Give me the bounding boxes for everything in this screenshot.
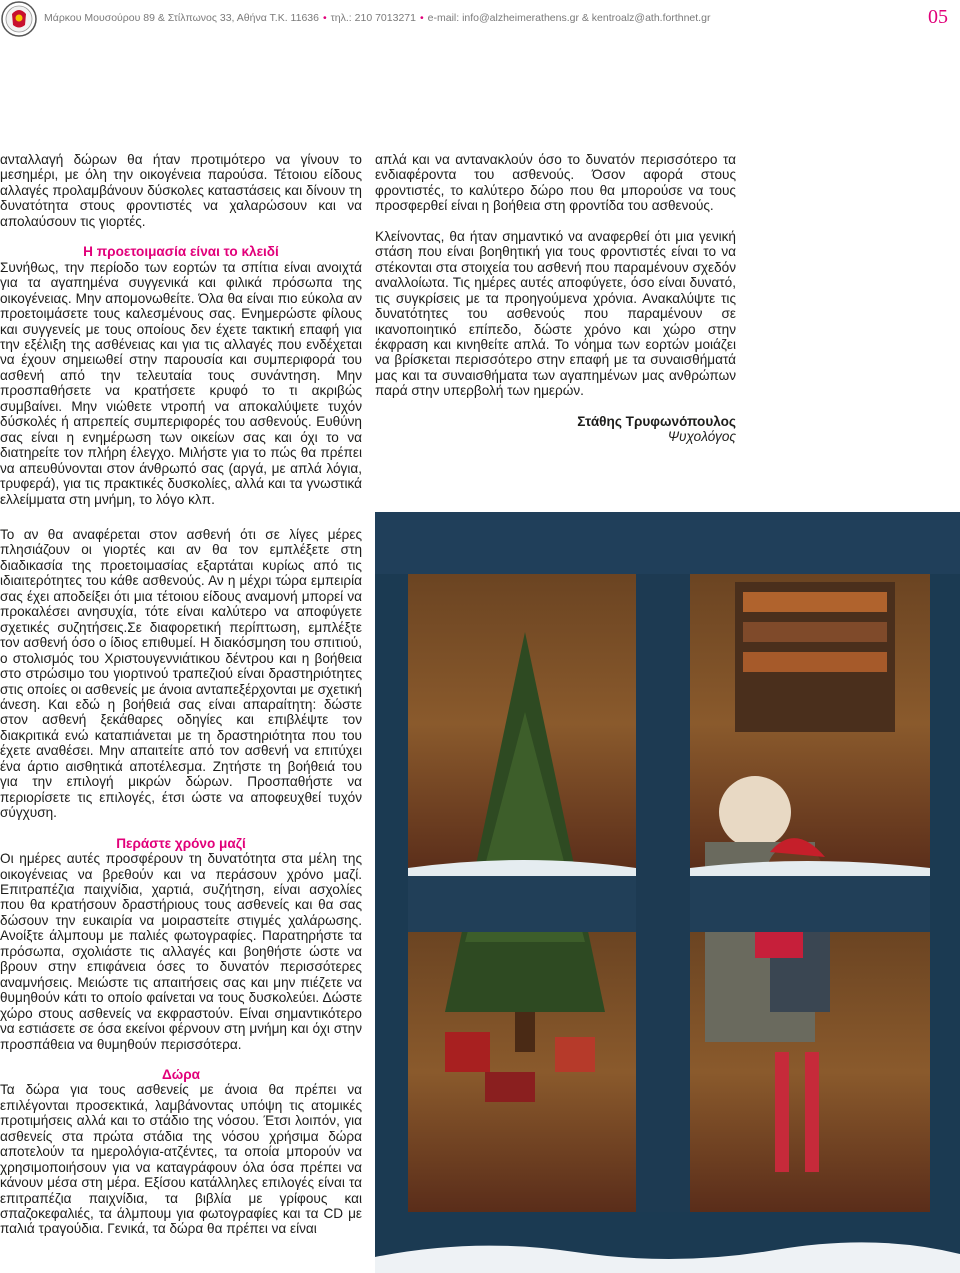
paragraph: Συνήθως, την περίοδο των εορτών τα σπίτια είναι ανοιχτά για τα αγαπημένα συγγενικά και φιλικά πρόσωπα της οικογένειας. Μην απομονωθείτε. Όλα θα είναι πιο εύκολα αν προετοιμάσετε τους καλεσμένους σας. Ενημερώστε φίλους και συγγενείς με τους οποίους δεν έχετε τακτική επαφή για την εξέλιξη της ασθένειας και για τις αλλαγές που ενδέχεται να έχουν σημειωθεί στην παρουσία και συμπεριφορά του ασθενή από την τελευταία τους συνάντηση. Μην προσπαθήσετε να κρατήσετε κρυφό το τι ακριβώς συμβαίνει. Μην νιώθετε ντροπή να αποκαλύψετε τυχόν δύσκολές ή απρεπείς συμπεριφορές του ασθενούς. Ευθύνη σας είναι η ενημέρωση των οικείων σας και όχι το να διατηρείτε τον πλήρη έλεγχο. Μιλήστε για το πώς θα πρέπει να απευθύνονται στον άνθρωπό σας (αργά, με απλά λόγια, τρυφερά), για τις πρακτικές δυσκολίες, αλλά και τα γνωστικά ελλείμματα στη μνήμη, το λόγο κλπ. [0,259,362,507]
author-signature [375,414,736,445]
paragraph: Οι ημέρες αυτές προσφέρουν τη δυνατότητα στα μέλη της οικογένειας να βρεθούν και να περάσουν χρόνο μαζί. Επιτραπέζια παιχνίδια, χαρτιά, συζήτηση, είναι ασχολίες που θα κρατήσουν δραστήριους τους ασθενείς και θα σας δώσουν την ευκαιρία να μοιραστείτε στιγμές χαλάρωσης. Ανοίξτε άλμπουμ με παλιές φωτογραφίες. Παρατηρήστε τα πρόσωπα, σχολιάστε τις αλλαγές και βοηθήστε ώστε να βρουν στην επιφάνεια όσες το δυνατόν περισσότερες αναμνήσεις. Μειώστε τις απαιτήσεις σας και μην πιέζετε να θυμηθούν κάτι το οποίο φαίνεται να τους δυσκολεύει. Δώστε χώρο στους ασθενείς να εκφραστούν. Είναι σημαντικότερο να εστιάσετε σε όσα εκείνοι φέρνουν στη μνήμη και όχι στην προσπάθεια να θυμηθούν περισσότερα. [0,851,362,1052]
section-heading-gifts: Δώρα [161,1066,201,1082]
paragraph: Τα δώρα για τους ασθενείς με άνοια θα πρέπει να επιλέγονται προσεκτικά, λαμβάνοντας υπόψη τις ατομικές προτιμήσεις αλλά και το στάδιο της νόσου. Έτσι λοιπόν, για ασθενείς στα πρώτα στάδια της νόσου χρήσιμα δώρα αποτελούν τα ημερολόγια-ατζέντες, τα οποία μπορούν να χρησιμοποιήσουν για να καταγράφουν όλα όσα πρέπει να κάνουν μέσα στη μέρα. Εξίσου κατάλληλες επιλογές είναι τα επιτραπέζια παιχνίδια, τα βιβλία με γρίφους και σπαζοκεφαλιές, τα άλμπουμ για φωτογραφίες και τα CD με παλιά τραγούδια. Γενικά, τα δώρα θα πρέπει να είναι [0,1082,362,1237]
left-bottom-column [0,527,362,1237]
email-text: e-mail: info@alzheimerathens.gr & kentroalz@ath.forthnet.gr [427,12,711,24]
address-text: Μάρκου Μουσούρου 89 & Στίλπωνος 33, Αθήνα Τ.Κ. 11636 [44,12,319,24]
paragraph: απλά και να αντανακλούν όσο το δυνατόν περισσότερο τα ενδιαφέροντα του ασθενούς. Όσον αφορά στους φροντιστές, το καλύτερο δώρο που θα μπορούσε να τους προσφερθεί είναι η βοήθεια στη φροντίδα του ασθενούς. [375,152,736,214]
christmas-window-photo [375,512,960,1273]
section-heading-preparation: Η προετοιμασία είναι το κλειδί [83,244,279,260]
association-logo-icon [0,0,38,38]
author-name: Στάθης Τρυφωνόπουλος [577,413,736,429]
page-number: 05 [928,6,948,28]
contact-line: Μάρκου Μουσούρου 89 & Στίλπωνος 33, Αθήνα Τ.Κ. 11636 • τηλ.: 210 7013271 • e-mail: info@alzheimerathens.gr & kentroalz@ath.forthnet.gr [44,12,711,24]
phone-text: τηλ.: 210 7013271 [330,12,416,24]
left-top-column [0,152,362,507]
paragraph: Το αν θα αναφέρεται στον ασθενή ότι σε λίγες μέρες πλησιάζουν οι γιορτές και αν θα τον εμπλέξετε στη διαδικασία της προετοιμασίας εξαρτάται κυρίως από τις ιδιαιτερότητες του κάθε ασθενούς. Αν η μέχρι τώρα εμπειρία σας έχει αποδείξει ότι μια τέτοιου είδους αναμονή μπορεί να προκαλέσει ανησυχία, τότε είναι καλύτερο να αποφύγετε σχετικές συζητήσεις.Σε διαφορετική περίπτωση, εμπλέξτε τον ασθενή όσο ο ίδιος επιθυμεί. Η διακόσμηση του σπιτιού, ο στολισμός του Χριστουγεννιάτικου δέντρου και η βοήθεια στο στρώσιμο του γιορτινού τραπεζιού είναι δραστηριότητες στις οποίες οι ασθενείς με άνοια ανταπεξέρχονται με σχετική άνεση. Και εδώ η βοήθειά σας είναι απαραίτητη: δώστε στον ασθενή ξεκάθαρες οδηγίες και επιβλέψτε τον διακριτικά ενώ καταπιάνεται με τη δραστηριότητα που του έχετε αναθέσει. Μην απαιτείτε από τον ασθενή να επιτύχει ένα άρτιο αισθητικά αποτέλεσμα. Ζητήστε τη βοήθειά του για την επιλογή μικρών δώρων. Προσπαθήστε να περιορίσετε τις επιλογές, έτσι ώστε να αποφευχθεί τυχόν σύγχυση. [0,527,362,821]
author-role: Ψυχολόγος [667,429,736,445]
right-top-column [375,152,736,445]
paragraph: Κλείνοντας, θα ήταν σημαντικό να αναφερθεί ότι μια γενική στάση που είναι βοηθητική για τους φροντιστές είναι το να στέκονται στα στοιχεία του ασθενή που παραμένουν σχεδόν αναλλοίωτα. Τις ημέρες αυτές αποφύγετε, όσο είναι δυνατό, τις συγκρίσεις με τα προηγούμενα χρόνια. Ανακαλύψτε τις δυνατότητες του ασθενούς που παραμένουν σε ικανοποιητικό επίπεδο, δώστε χρόνο και χώρο στην έκφραση και κινηθείτε απλά. Το νόημα των εορτών μοιάζει να βρίσκεται περισσότερο στην επαφή με τα συναισθήματά μας και τα συναισθήματα των αγαπημένων μας ανθρώπων παρά στην υπερβολή των ημερών. [375,228,736,399]
page-header [0,0,960,38]
section-heading-time-together: Περάστε χρόνο μαζί [116,835,246,851]
paragraph: ανταλλαγή δώρων θα ήταν προτιμότερο να γίνουν το μεσημέρι, με όλη την οικογένεια παρούσα. Τέτοιου είδους αλλαγές προλαμβάνουν δύσκολες καταστάσεις και δίνουν τη δυνατότητα στους φροντιστές να χαλαρώσουν και να απολαύσουν τις γιορτές. [0,152,362,229]
